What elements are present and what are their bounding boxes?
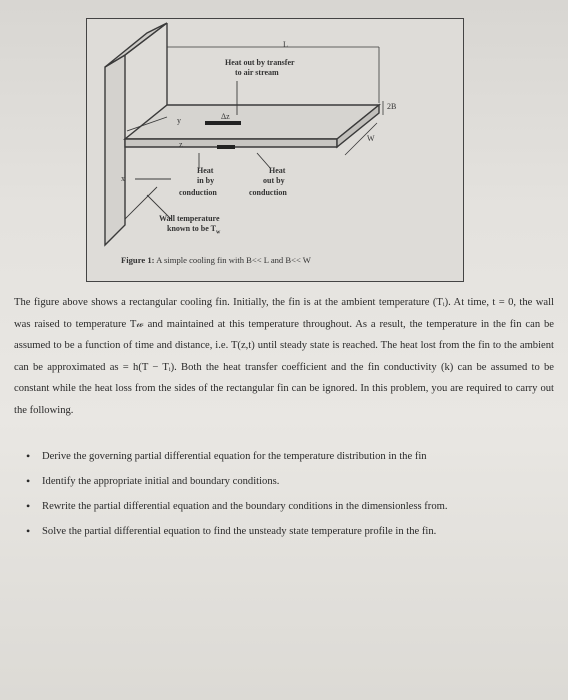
wall-front [105, 55, 125, 245]
label-heat-out-transfer: Heat out by transfer [225, 58, 295, 67]
label-heat-in-1: Heat [197, 166, 214, 175]
figure-1 [86, 18, 464, 282]
label-conduction-in: conduction [179, 188, 217, 197]
label-w: W [367, 134, 375, 143]
label-delta-z: Δz [221, 112, 230, 121]
paragraph-text: The figure above shows a rectangular cooling fin. Initially, the fin is at the ambient temperature (Tᵢ). At time, t = 0, the wall was raised to temperature T𝓌 and maintained at this temperature throughout. As a result, the temperature in the fin can be assumed to be a function of time and distance, i.e. T(z,t) until steady state is reached. The heat lost from the fin to the ambient can be approximated as = h(T − Tᵢ). Both the heat transfer coefficient and the fin conductivity (k) can be assumed to be constant while the heat loss from the sides of the rectangular fin can be ignored. In this problem, you are required to carry out the following. [14, 297, 554, 416]
fin-top [125, 105, 379, 139]
label-y: y [177, 116, 181, 125]
label-wall-temp: Wall temperature [159, 214, 220, 223]
label-heat-out-2: out by [263, 176, 285, 185]
label-to-air-stream: to air stream [235, 68, 279, 77]
label-length: L [283, 40, 288, 49]
task-item: • Derive the governing partial differential equation for the temperature distribution in the fin [22, 446, 552, 467]
task-item: • Rewrite the partial differential equation and the boundary conditions in the dimensionless from. [22, 496, 552, 517]
label-known-to-be [167, 225, 220, 237]
label-heat-out-1: Heat [269, 166, 286, 175]
figure-caption [121, 255, 311, 265]
problem-paragraph [14, 292, 554, 421]
task-item: • Solve the partial differential equation to find the unsteady state temperature profile in the fin. [22, 521, 552, 542]
known-to-be-text: known to be T [167, 224, 216, 233]
label-conduction-out: conduction [249, 188, 287, 197]
label-z: z [179, 140, 183, 149]
task-list [22, 446, 552, 546]
task-item: • Identify the appropriate initial and boundary conditions. [22, 471, 552, 492]
caption-prefix: Figure 1: [121, 255, 155, 265]
label-x: x [121, 174, 125, 183]
known-sub: w [215, 229, 221, 236]
label-2b: 2B [387, 102, 397, 111]
label-heat-in-2: in by [197, 176, 215, 185]
caption-text: A simple cooling fin with B<< L and B<< W [154, 255, 311, 265]
